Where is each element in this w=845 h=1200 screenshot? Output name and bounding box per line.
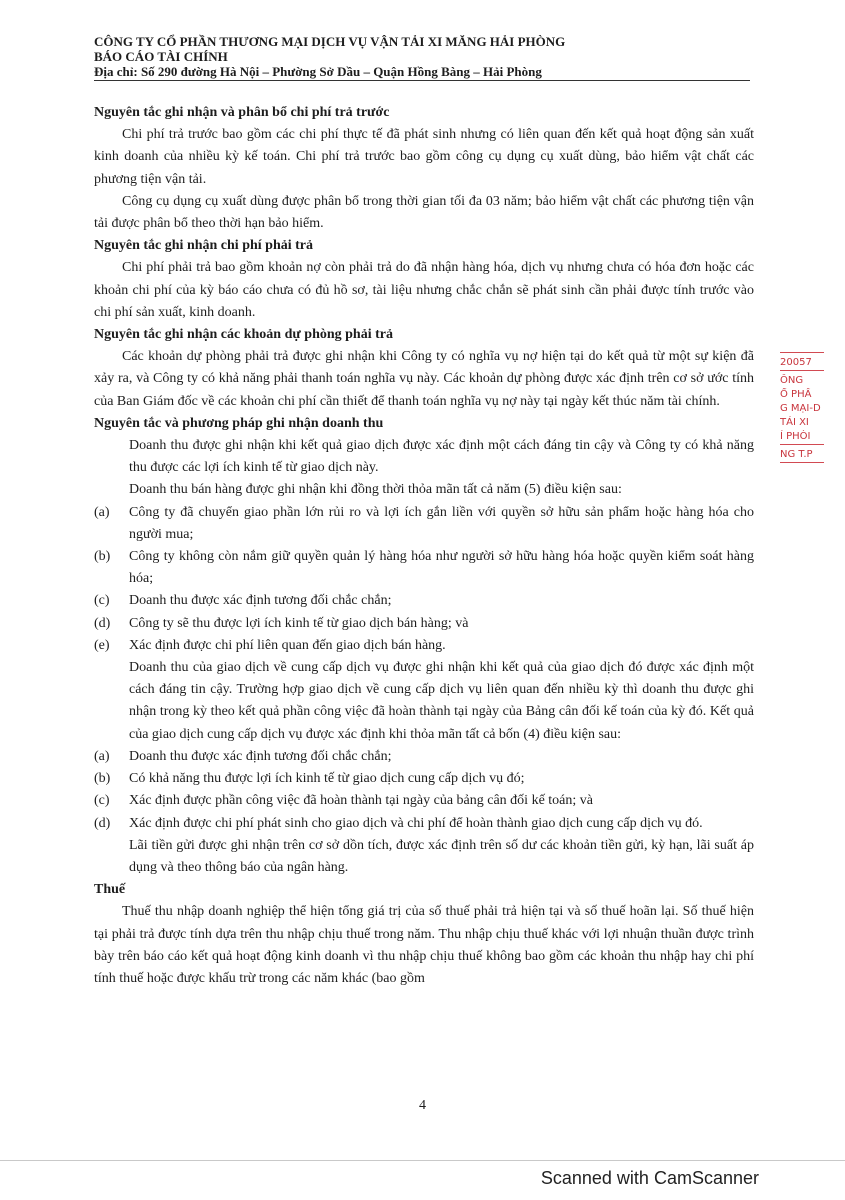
paragraph: Các khoản dự phòng phải trả được ghi nhận khi Công ty có nghĩa vụ nợ hiện tại do kết quả từ một sự kiện đã xảy ra, và Công ty có khả năng phải thanh toán nghĩa vụ này. Các khoản dự phòng được xác định trên cơ sở ước tính của Ban Giám đốc về các khoản chi phí cần thiết để thanh toán nghĩa vụ nợ này tại ngày kết thúc năm tài chính. xyxy=(94,349,754,409)
list-text: Doanh thu được xác định tương đối chắc chắn; xyxy=(129,593,392,609)
paragraph: Công cụ dụng cụ xuất dùng được phân bổ trong thời gian tối đa 03 năm; bảo hiểm vật chất các phương tiện vận tải được phân bổ theo thời hạn bảo hiểm. xyxy=(94,193,754,232)
company-stamp xyxy=(780,352,828,466)
company-address: Địa chỉ: Số 290 đường Hà Nội – Phường Sở Dầu – Quận Hồng Bàng – Hải Phòng xyxy=(94,64,750,81)
stamp-rule xyxy=(780,462,824,463)
stamp-text-line: NG T.P xyxy=(780,449,813,460)
list-item xyxy=(94,813,754,835)
stamp-text-line: 20057 xyxy=(780,357,812,368)
list-item xyxy=(94,768,754,790)
paragraph: Doanh thu của giao dịch về cung cấp dịch vụ được ghi nhận khi kết quả của giao dịch đó được xác định một cách đáng tin cậy. Trường hợp giao dịch về cung cấp dịch vụ liên quan đến nhiều kỳ thì doanh thu được ghi nhận trong kỳ theo kết quả phần công việc đã hoàn thành tại ngày của Bảng cân đối kế toán của kỳ đó. Kết quả của giao dịch cung cấp dịch vụ được xác định khi thỏa mãn tất cả bốn (4) điều kiện sau: xyxy=(129,660,754,742)
section-heading-revenue: Nguyên tắc và phương pháp ghi nhận doanh thu xyxy=(94,415,384,431)
section-heading-tax: Thuế xyxy=(94,882,126,898)
paragraph: Chi phí phải trả bao gồm khoản nợ còn phải trả do đã nhận hàng hóa, dịch vụ nhưng chưa có hóa đơn hoặc các khoản chi phí của kỳ báo cáo chưa có đủ hồ sơ, tài liệu nhưng chắc chắn sẽ phát sinh cần phải được tính trước vào chi phí sản xuất, kinh doanh. xyxy=(94,260,754,320)
list-item xyxy=(94,746,754,768)
stamp-text-line: G MẠI-D xyxy=(780,403,821,414)
list-label: (b) xyxy=(94,771,111,787)
section-heading-prepaid: Nguyên tắc ghi nhận và phân bổ chi phí trả trước xyxy=(94,105,390,120)
paragraph: Doanh thu được ghi nhận khi kết quả giao dịch được xác định một cách đáng tin cậy và Công ty có khả năng thu được các lợi ích kinh tế từ giao dịch này. xyxy=(129,438,754,476)
list-label: (d) xyxy=(94,815,111,831)
paragraph: Lãi tiền gửi được ghi nhận trên cơ sở dồn tích, được xác định trên số dư các khoản tiền gửi, kỳ hạn, lãi suất áp dụng và theo thông báo của ngân hàng. xyxy=(129,837,754,875)
stamp-rule xyxy=(780,370,824,371)
list-label: (d) xyxy=(94,615,111,631)
page-number: 4 xyxy=(419,1098,426,1113)
list-text: Xác định được chi phí phát sinh cho giao dịch và chi phí để hoàn thành giao dịch cung cấp dịch vụ đó. xyxy=(129,815,703,831)
scan-divider xyxy=(0,1160,845,1161)
list-text: Có khả năng thu được lợi ích kinh tế từ giao dịch cung cấp dịch vụ đó; xyxy=(129,771,525,787)
document-body xyxy=(94,102,754,990)
stamp-rule xyxy=(780,352,824,353)
paragraph: Doanh thu bán hàng được ghi nhận khi đồng thời thỏa mãn tất cả năm (5) điều kiện sau: xyxy=(129,482,622,498)
list-item xyxy=(94,790,754,812)
document-header xyxy=(94,34,754,81)
list-label: (a) xyxy=(94,748,110,764)
list-text: Công ty đã chuyển giao phần lớn rủi ro và lợi ích gắn liền với quyền sở hữu sản phẩm hoặc hàng hóa cho người mua; xyxy=(129,504,754,542)
list-text: Xác định được phần công việc đã hoàn thành tại ngày của bảng cân đối kế toán; và xyxy=(129,793,593,809)
list-item xyxy=(94,502,754,546)
list-text: Doanh thu được xác định tương đối chắc chắn; xyxy=(129,748,392,764)
stamp-rule xyxy=(780,444,824,445)
scanner-watermark: Scanned with CamScanner xyxy=(540,1168,759,1188)
list-item xyxy=(94,635,754,657)
stamp-text-line: TẢI XI xyxy=(780,417,809,428)
paragraph: Chi phí trả trước bao gồm các chi phí thực tế đã phát sinh nhưng có liên quan đến kết quả hoạt động sản xuất kinh doanh của nhiều kỳ kế toán. Chi phí trả trước bao gồm công cụ dụng cụ xuất dùng, bảo hiểm vật chất các phương tiện vận tải. xyxy=(94,127,754,187)
stamp-text-line: Ổ PHẦ xyxy=(780,389,812,400)
report-title: BÁO CÁO TÀI CHÍNH xyxy=(94,49,228,64)
list-item xyxy=(94,546,754,590)
list-text: Công ty sẽ thu được lợi ích kinh tế từ giao dịch bán hàng; và xyxy=(129,615,469,631)
stamp-text-line: Ỉ PHÒI xyxy=(780,431,811,442)
stamp-text-line: ÔNG xyxy=(780,375,804,386)
list-item xyxy=(94,590,754,612)
list-label: (a) xyxy=(94,504,110,520)
list-item xyxy=(94,613,754,635)
section-heading-provisions: Nguyên tắc ghi nhận các khoản dự phòng phải trả xyxy=(94,327,393,343)
list-text: Xác định được chi phí liên quan đến giao dịch bán hàng. xyxy=(129,637,446,653)
list-label: (e) xyxy=(94,637,110,653)
list-label: (c) xyxy=(94,793,110,809)
company-name: CÔNG TY CỔ PHẦN THƯƠNG MẠI DỊCH VỤ VẬN TẢI XI MĂNG HẢI PHÒNG xyxy=(94,34,566,49)
list-label: (b) xyxy=(94,549,111,565)
paragraph: Thuế thu nhập doanh nghiệp thể hiện tổng giá trị của số thuế phải trả hiện tại và số thuế hoãn lại. Số thuế hiện tại phải trả được tính dựa trên thu nhập chịu thuế trong năm. Thu nhập chịu thuế khác với lợi nhuận thuần được trình bày trên báo cáo kết quả hoạt động kinh doanh vì thu nhập chịu thuế không bao gồm các khoản thu nhập hay chi phí tính thuế hoặc được khấu trừ trong các năm khác (bao gồm xyxy=(94,904,754,986)
section-heading-accrued: Nguyên tắc ghi nhận chi phí phải trả xyxy=(94,238,313,254)
list-label: (c) xyxy=(94,593,110,609)
list-text: Công ty không còn nắm giữ quyền quản lý hàng hóa như người sở hữu hàng hóa hoặc quyền kiểm soát hàng hóa; xyxy=(129,549,754,587)
